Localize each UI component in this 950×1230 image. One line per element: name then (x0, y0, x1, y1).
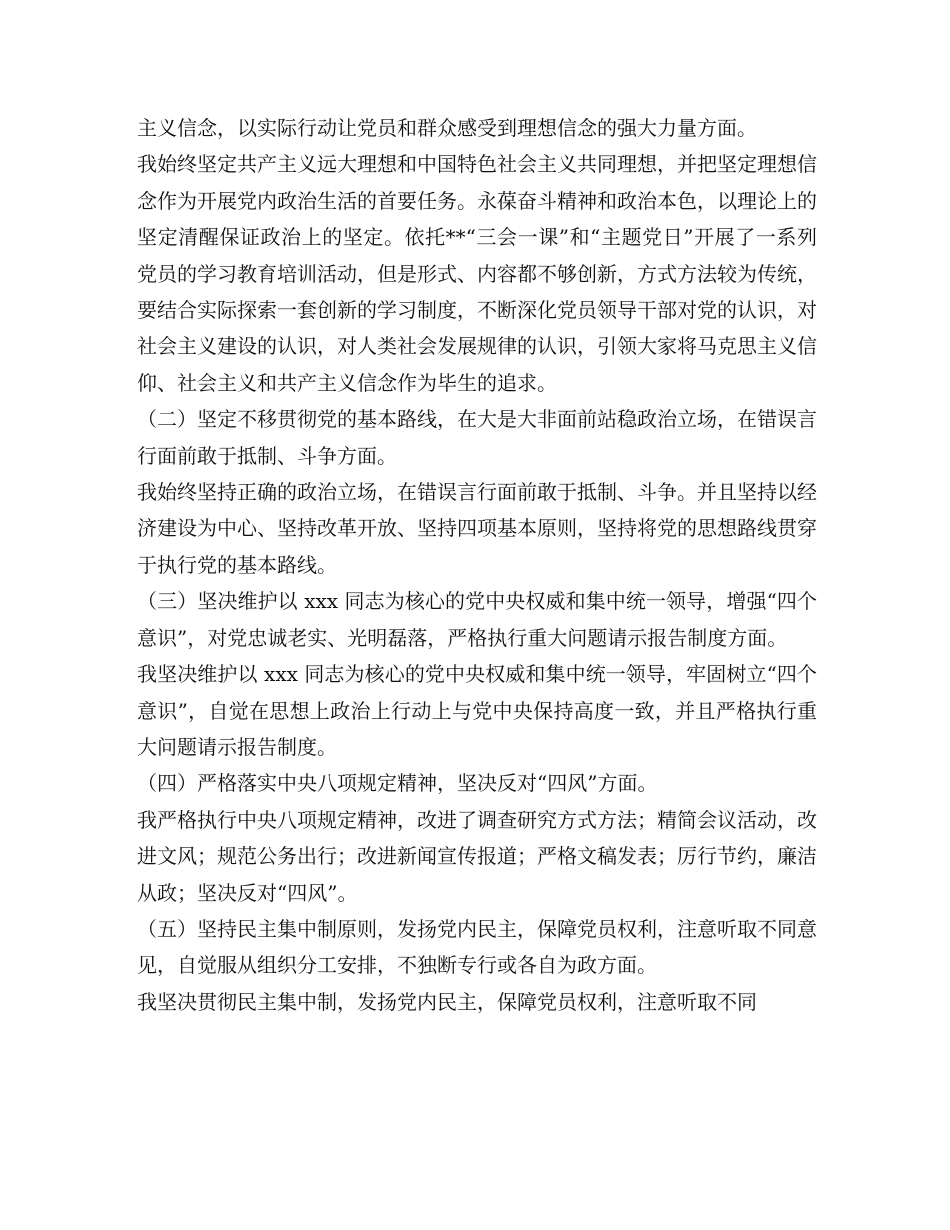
section-heading-5: （五）坚持民主集中制原则，发扬党内民主，保障党员权利，注意听取不同意见，自觉服从组织分工安排，不独断专行或各自为政方面。 (137, 916, 817, 978)
paragraph-6: 我坚决贯彻民主集中制，发扬党内民主，保障党员权利，注意听取不同 (137, 989, 757, 1014)
document-body (137, 110, 817, 1020)
paragraph-4: 我坚决维护以 xxx 同志为核心的党中央权威和集中统一领导，牢固树立“四个意识”，自觉在思想上政治上行动上与党中央保持高度一致，并且严格执行重大问题请示报告制度。 (137, 662, 817, 759)
section-heading-3: （三）坚决维护以 xxx 同志为核心的党中央权威和集中统一领导，增强“四个意识”，对党忠诚老实、光明磊落，严格执行重大问题请示报告制度方面。 (137, 589, 817, 650)
section-heading-2: （二）坚定不移贯彻党的基本路线，在大是大非面前站稳政治立场，在错误言行面前敢于抵制、斗争方面。 (137, 407, 817, 468)
paragraph-2: 我始终坚定共产主义远大理想和中国特色社会主义共同理想，并把坚定理想信念作为开展党内政治生活的首要任务。永葆奋斗精神和政治本色，以理论上的坚定清醒保证政治上的坚定。依托**“三会一课”和“主题党日”开展了一系列党员的学习教育培训活动，但是形式、内容都不够创新，方式方法较为传统，要结合实际探索一套创新的学习制度，不断深化党员领导干部对党的认识，对社会主义建设的认识，对人类社会发展规律的认识，引领大家将马克思主义信仰、社会主义和共产主义信念作为毕生的追求。 (137, 152, 817, 395)
section-heading-4: （四）严格落实中央八项规定精神，坚决反对“四风”方面。 (137, 771, 658, 796)
paragraph-5: 我严格执行中央八项规定精神，改进了调查研究方式方法；精简会议活动，改进文风；规范公务出行；改进新闻宣传报道；严格文稿发表；厉行节约，廉洁从政；坚决反对“四风”。 (137, 807, 817, 905)
paragraph-3: 我始终坚持正确的政治立场，在错误言行面前敢于抵制、斗争。并且坚持以经济建设为中心、坚持改革开放、坚持四项基本原则，坚持将党的思想路线贯穿于执行党的基本路线。 (137, 480, 817, 577)
paragraph-1: 主义信念，以实际行动让党员和群众感受到理想信念的强大力量方面。 (137, 116, 757, 140)
